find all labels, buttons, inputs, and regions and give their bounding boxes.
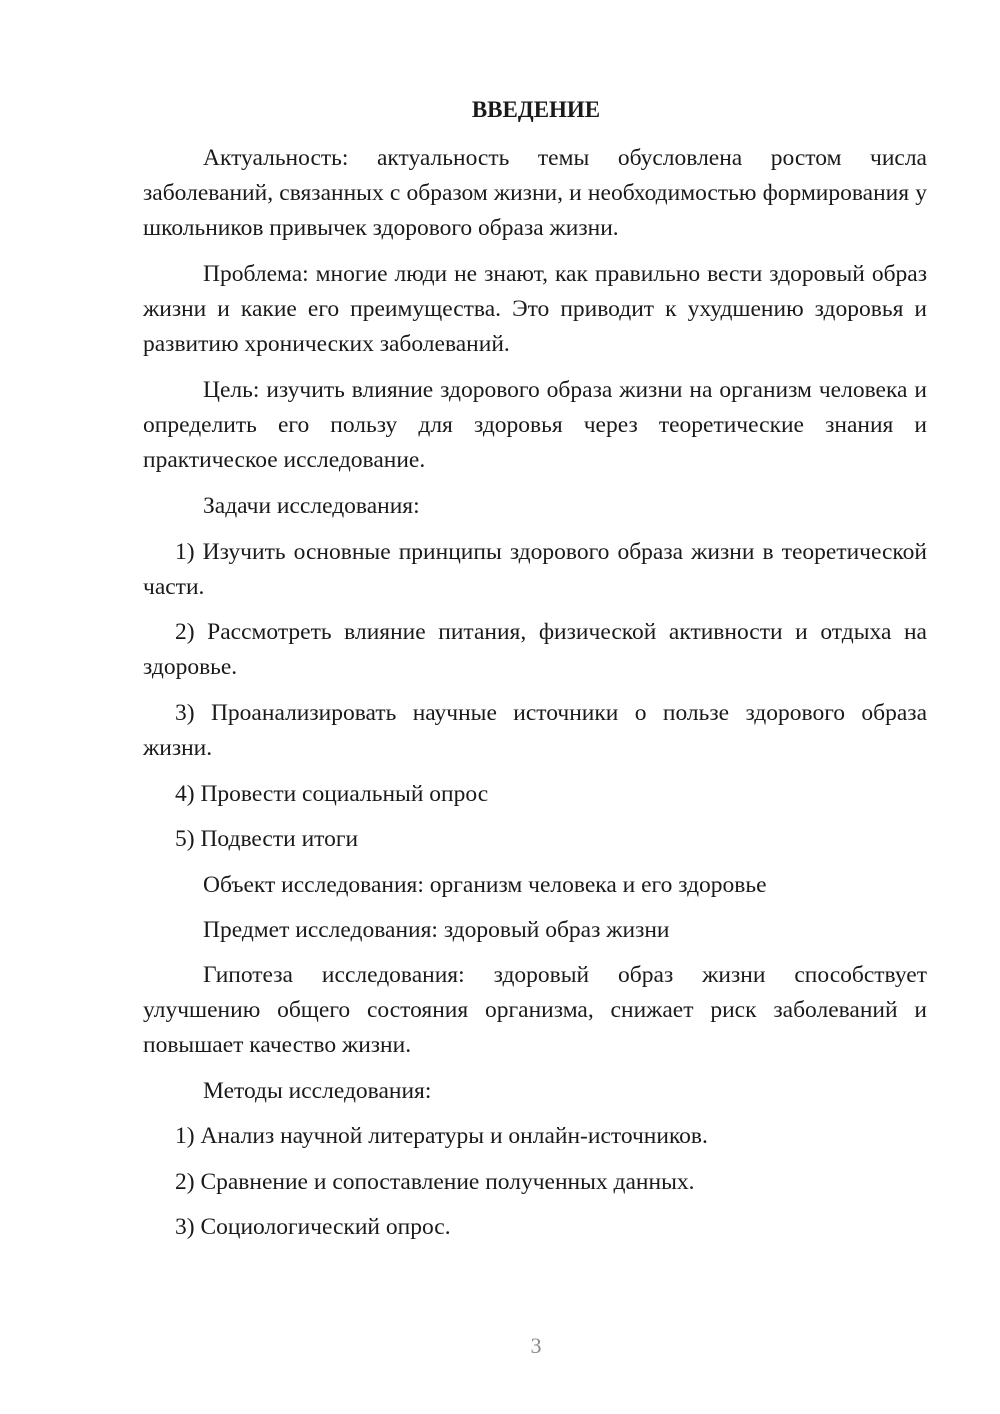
page-number: 3 bbox=[530, 1333, 542, 1358]
page-title: ВВЕДЕНИЕ bbox=[471, 97, 601, 122]
paragraph-hypothesis: Гипотеза исследования: здоровый образ жизни способствует улучшению общего состояния организма, снижает риск заболеваний и повышает качество жизни. bbox=[143, 962, 927, 1058]
paragraph-problem: Проблема: многие люди не знают, как правильно вести здоровый образ жизни и какие его преимущества. Это приводит к ухудшению здоровья и развитию хронических заболеваний. bbox=[143, 261, 927, 357]
method-item: 3) Социологический опрос. bbox=[175, 1214, 451, 1240]
task-item: 2) Рассмотреть влияние питания, физической активности и отдыха на здоровье. bbox=[143, 619, 927, 680]
task-item: 5) Подвести итоги bbox=[175, 826, 359, 852]
method-item: 1) Анализ научной литературы и онлайн-источников. bbox=[175, 1123, 708, 1149]
task-item: 1) Изучить основные принципы здорового образа жизни в теоретической части. bbox=[143, 539, 927, 600]
methods-heading: Методы исследования: bbox=[203, 1078, 432, 1104]
paragraph-subject: Предмет исследования: здоровый образ жизни bbox=[203, 917, 670, 943]
paragraph-object: Объект исследования: организм человека и его здоровье bbox=[203, 872, 767, 898]
task-item: 4) Провести социальный опрос bbox=[175, 781, 489, 807]
tasks-heading: Задачи исследования: bbox=[203, 493, 420, 519]
paragraph-relevance: Актуальность: актуальность темы обусловлена ростом числа заболеваний, связанных с образом жизни, и необходимостью формирования у школьников привычек здорового образа жизни. bbox=[143, 145, 927, 241]
method-item: 2) Сравнение и сопоставление полученных данных. bbox=[175, 1169, 695, 1195]
task-item: 3) Проанализировать научные источники о пользе здорового образа жизни. bbox=[143, 700, 927, 761]
paragraph-goal: Цель: изучить влияние здорового образа жизни на организм человека и определить его пользу для здоровья через теоретические знания и практическое исследование. bbox=[143, 377, 927, 473]
